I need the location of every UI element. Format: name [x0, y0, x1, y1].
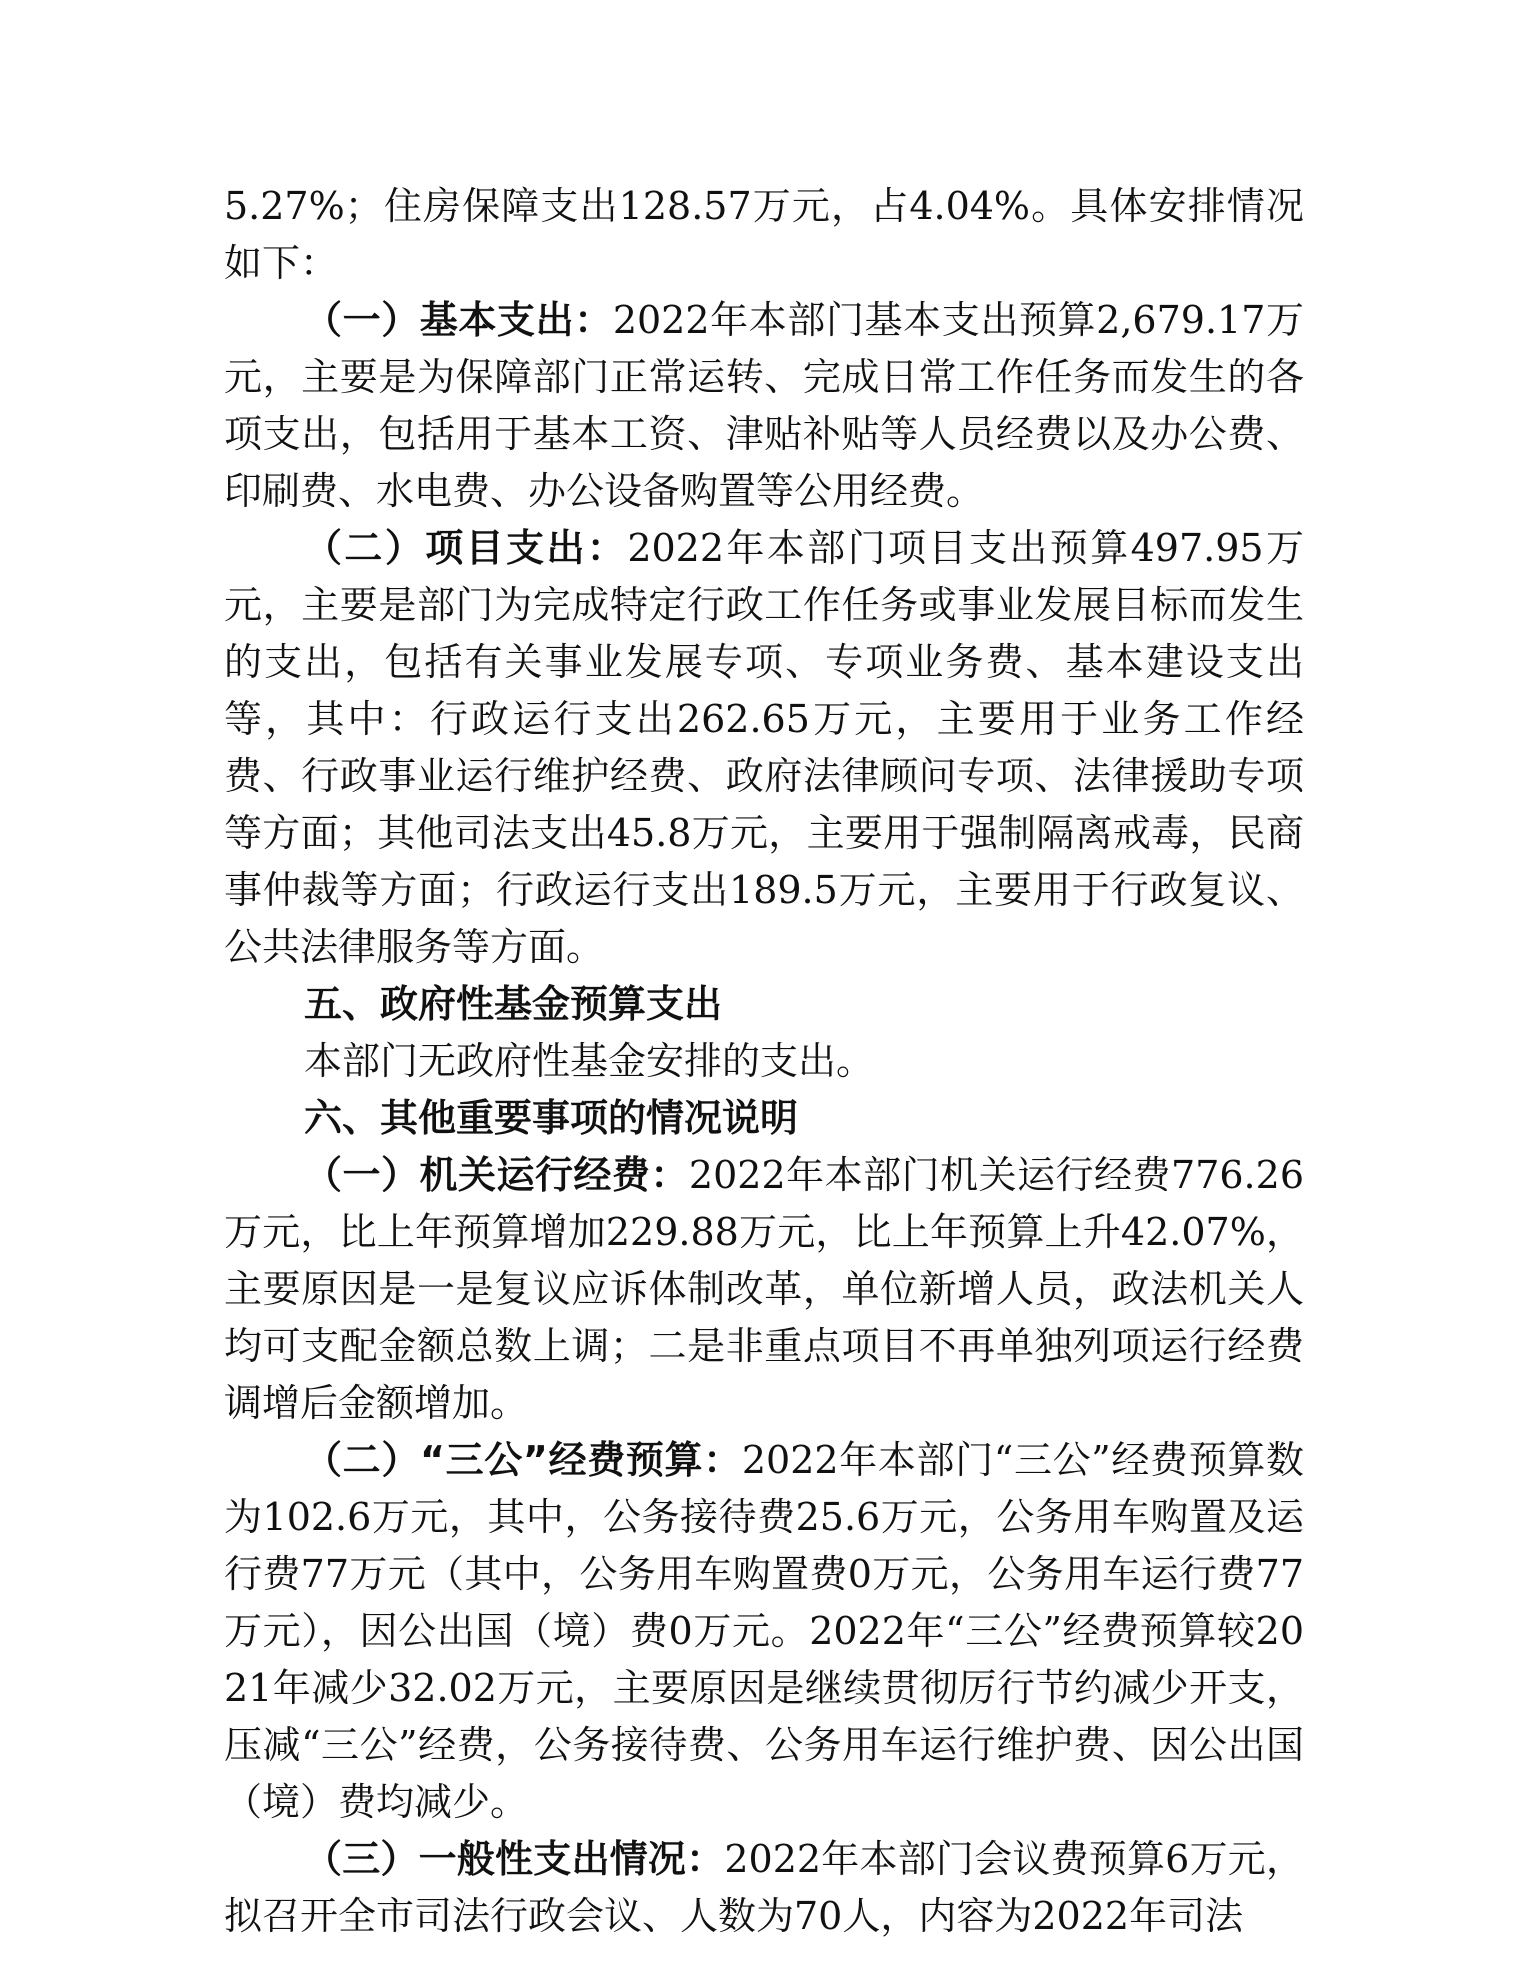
paragraph-basic-expenditure: [224, 292, 1304, 520]
paragraph-text: 2022年本部门会议费预算6万元，拟召开全市司法行政会议、人数为70人，内容为2022年司法: [224, 1837, 1304, 1938]
paragraph-text: 5.27%；住房保障支出128.57万元，占4.04%。具体安排情况如下：: [224, 184, 1304, 285]
paragraph-lead: （二）“三公”经费预算：: [304, 1438, 742, 1482]
paragraph-lead: （二）项目支出：: [304, 526, 628, 570]
paragraph-text: 2022年本部门项目支出预算497.95万元，主要是部门为完成特定行政工作任务或事业发展目标而发生的支出，包括有关事业发展专项、专项业务费、基本建设支出等，其中：行政运行支出262.65万元，主要用于业务工作经费、行政事业运行维护经费、政府法律顾问专项、法律援助专项等方面；其他司法支出45.8万元，主要用于强制隔离戒毒，民商事仲裁等方面；行政运行支出189.5万元，主要用于行政复议、公共法律服务等方面。: [224, 526, 1304, 969]
section-heading-government-fund: 五、政府性基金预算支出: [304, 982, 723, 1026]
paragraph-text: 2022年本部门“三公”经费预算数为102.6万元，其中，公务接待费25.6万元，公务用车购置及运行费77万元（其中，公务用车购置费0万元，公务用车运行费77万元），因公出国（境）费0万元。2022年“三公”经费预算较2021年减少32.02万元，主要原因是继续贯彻厉行节约减少开支，压减“三公”经费，公务接待费、公务用车运行维护费、因公出国（境）费均减少。: [224, 1438, 1305, 1824]
paragraph-no-fund: [224, 1033, 1304, 1090]
paragraph-operating-funds: [224, 1147, 1304, 1432]
paragraph-text: 2022年本部门基本支出预算2,679.17万元，主要是为保障部门正常运转、完成日常工作任务而发生的各项支出，包括用于基本工资、津贴补贴等人员经费以及办公费、印刷费、水电费、办公设备购置等公用经费。: [224, 298, 1304, 513]
paragraph-project-expenditure: [224, 520, 1304, 976]
paragraph-general-expenditure: [224, 1831, 1304, 1945]
paragraph-housing-summary: [224, 178, 1304, 292]
paragraph-text: 2022年本部门机关运行经费776.26万元，比上年预算增加229.88万元，比上年预算上升42.07%，主要原因是一是复议应诉体制改革，单位新增人员，政法机关人均可支配金额总数上调；二是非重点项目不再单独列项运行经费调增后金额增加。: [224, 1153, 1304, 1425]
paragraph-three-public-funds: [224, 1432, 1304, 1831]
document-page: [224, 178, 1304, 1945]
paragraph-lead: （一）机关运行经费：: [304, 1153, 689, 1197]
paragraph-lead: （一）基本支出：: [304, 298, 613, 342]
paragraph-lead: （三）一般性支出情况：: [304, 1837, 725, 1881]
section-heading-other-matters: 六、其他重要事项的情况说明: [304, 1096, 799, 1140]
paragraph-text: 本部门无政府性基金安排的支出。: [304, 1039, 875, 1083]
